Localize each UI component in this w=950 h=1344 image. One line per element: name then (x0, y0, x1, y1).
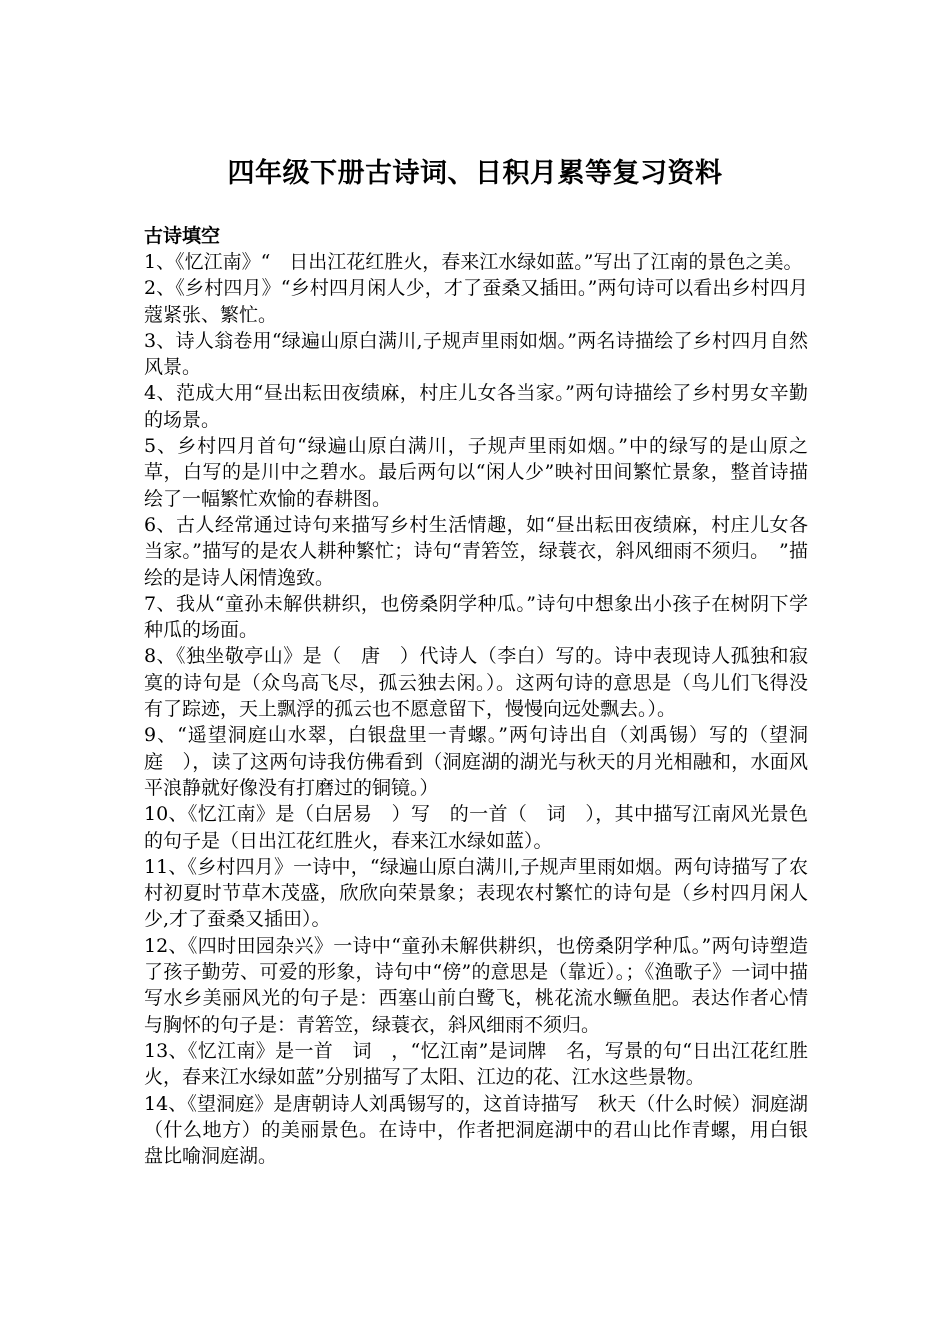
section-heading: 古诗填空 (144, 225, 221, 247)
poem-item-7: 7、我从“童孙未解供耕织，也傍桑阴学种瓜。”诗句中想象出小孩子在树阴下学种瓜的场面。 (144, 592, 808, 642)
poem-item-10: 10、《忆江南》是（白居易 ）写 的一首（ 词 ），其中描写江南风光景色的句子是（日出江花红胜火，春来江水绿如蓝）。 (144, 803, 808, 852)
poem-item-6: 6、古人经常通过诗句来描写乡村生活情趣，如“昼出耘田夜绩麻，村庄儿女各当家。”描写的是农人耕种繁忙；诗句“青箬笠，绿蓑衣，斜风细雨不须归。 ”描绘的是诗人闲情逸致。 (144, 513, 808, 589)
poem-item-3: 3、诗人翁卷用“绿遍山原白满川,子规声里雨如烟。”两名诗描绘了乡村四月自然风景。 (144, 329, 808, 379)
poem-item-8: 8、《独坐敬亭山》是（ 唐 ）代诗人（李白）写的。诗中表现诗人孤独和寂寞的诗句是（众鸟高飞尽，孤云独去闲。）。这两句诗的意思是（鸟儿们飞得没有了踪迹，天上飘浮的孤云也不愿意留下，慢慢向远处飘去。）。 (144, 645, 808, 721)
poem-item-2: 2、《乡村四月》“乡村四月闲人少，才了蚕桑又插田。”两句诗可以看出乡村四月蔻紧张、繁忙。 (144, 277, 808, 326)
poem-item-1: 1、《忆江南》“ 日出江花红胜火，春来江水绿如蓝。”写出了江南的景色之美。 (144, 251, 803, 273)
document-body (144, 223, 808, 1169)
poem-item-14: 14、《望洞庭》是唐朝诗人刘禹锡写的，这首诗描写 秋天（什么时候）洞庭湖（什么地方）的美丽景色。在诗中，作者把洞庭湖中的君山比作青螺，用白银盘比喻洞庭湖。 (144, 1092, 808, 1168)
document-title: 四年级下册古诗词、日积月累等复习资料 (227, 158, 723, 189)
poem-item-12: 12、《四时田园杂兴》一诗中“童孙未解供耕织，也傍桑阴学种瓜。”两句诗塑造了孩子勤劳、可爱的形象，诗句中“傍”的意思是（靠近）。；《渔歌子》一词中描写水乡美丽风光的句子是：西塞山前白鹭飞，桃花流水鳜鱼肥。表达作者心情与胸怀的句子是：青箬笠，绿蓑衣，斜风细雨不须归。 (144, 934, 808, 1036)
poem-item-9: 9、“遥望洞庭山水翠，白银盘里一青螺。”两句诗出自（刘禹锡）写的（望洞庭 ），读了这两句诗我仿佛看到（洞庭湖的湖光与秋天的月光相融和，水面风平浪静就好像没有打磨过的铜镜。） (144, 724, 808, 799)
poem-item-11: 11、《乡村四月》一诗中，“绿遍山原白满川,子规声里雨如烟。两句诗描写了农村初夏时节草木茂盛，欣欣向荣景象；表现农村繁忙的诗句是（乡村四月闲人少,才了蚕桑又插田）。 (144, 855, 808, 931)
poem-item-13: 13、《忆江南》是一首 词 ，“忆江南”是词牌 名，写景的句“日出江花红胜火，春来江水绿如蓝”分别描写了太阳、江边的花、江水这些景物。 (144, 1039, 808, 1089)
poem-item-4: 4、范成大用“昼出耘田夜绩麻，村庄儿女各当家。”两句诗描绘了乡村男女辛勤的场景。 (144, 382, 808, 431)
poem-item-5: 5、乡村四月首句“绿遍山原白满川，子规声里雨如烟。”中的绿写的是山原之草，白写的是川中之碧水。最后两句以“闲人少”映衬田间繁忙景象，整首诗描绘了一幅繁忙欢愉的春耕图。 (144, 435, 808, 510)
